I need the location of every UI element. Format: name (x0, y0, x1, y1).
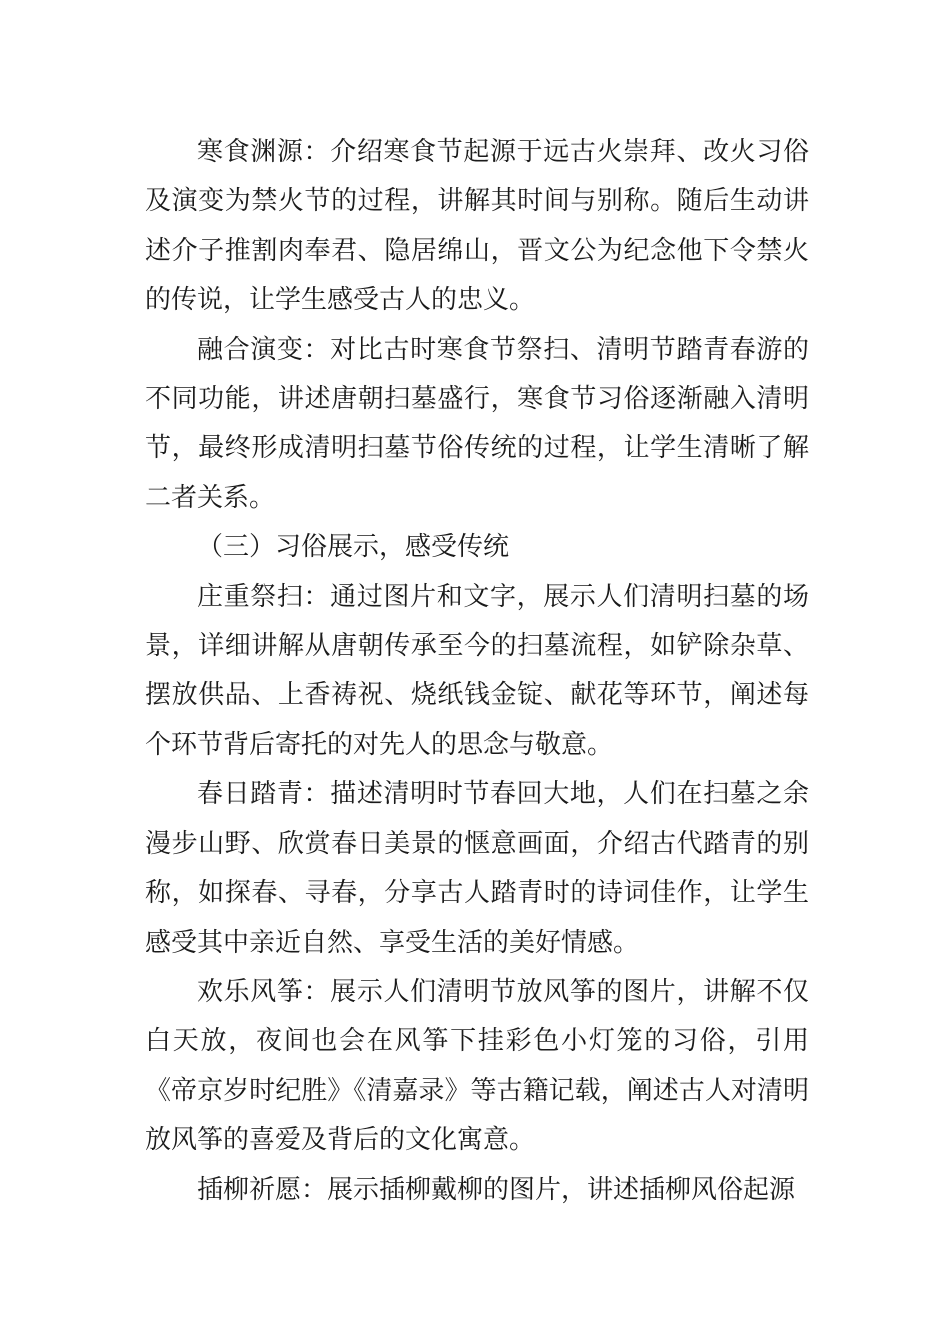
paragraph-willow-planting: 插柳祈愿：展示插柳戴柳的图片，讲述插柳风俗起源 (197, 1174, 796, 1205)
paragraph-spring-outing: 春日踏青：描述清明时节春回大地，人们在扫墓之余漫步山野、欣赏春日美景的惬意画面，介绍古代踏青的别称，如探春、寻春，分享古人踏青时的诗词佳作，让学生感受其中亲近自然、享受生活的美好情感。 (145, 779, 809, 958)
section-heading-customs: （三）习俗展示，感受传统 (197, 532, 510, 563)
paragraph-hanshi-origin: 寒食渊源：介绍寒食节起源于远古火崇拜、改火习俗及演变为禁火节的过程，讲解其时间与别称。随后生动讲述介子推割肉奉君、隐居绵山，晋文公为纪念他下令禁火的传说，让学生感受古人的忠义。 (145, 137, 809, 316)
paragraph-fusion-evolution: 融合演变：对比古时寒食节祭扫、清明节踏青春游的不同功能，讲述唐朝扫墓盛行，寒食节习俗逐渐融入清明节，最终形成清明扫墓节俗传统的过程，让学生清晰了解二者关系。 (145, 334, 809, 513)
paragraph-tomb-sweeping: 庄重祭扫：通过图片和文字，展示人们清明扫墓的场景，详细讲解从唐朝传承至今的扫墓流程，如铲除杂草、摆放供品、上香祷祝、烧纸钱金锭、献花等环节，阐述每个环节背后寄托的对先人的思念与敬意。 (145, 581, 809, 760)
paragraph-kite-flying: 欢乐风筝：展示人们清明节放风筝的图片，讲解不仅白天放，夜间也会在风筝下挂彩色小灯笼的习俗，引用《帝京岁时纪胜》《清嘉录》等古籍记载，阐述古人对清明放风筝的喜爱及背后的文化寓意。 (145, 976, 809, 1156)
document-body (145, 128, 809, 1215)
